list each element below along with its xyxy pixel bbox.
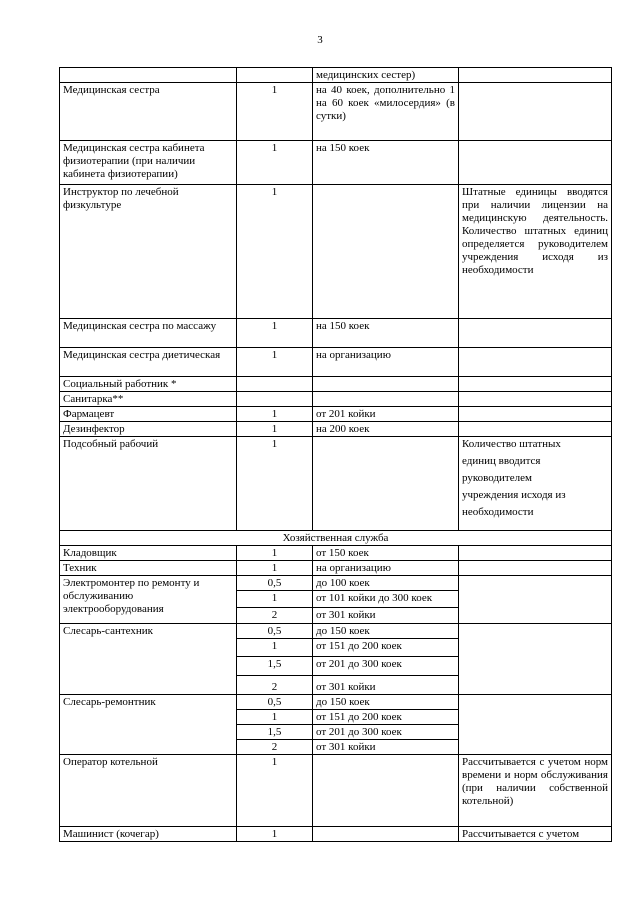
quantity-cell: 2 (237, 608, 313, 624)
quantity-cell: 1 (237, 639, 313, 657)
table-row (60, 319, 612, 348)
note-cell (459, 437, 612, 531)
table-row (60, 407, 612, 422)
norm-cell (313, 392, 459, 407)
norm-cell: до 100 коек (313, 576, 459, 591)
quantity-cell: 1 (237, 185, 313, 319)
quantity-cell: 1,5 (237, 657, 313, 676)
norm-cell: на организацию (313, 348, 459, 377)
note-cell (459, 422, 612, 437)
table-row (60, 392, 612, 407)
table-row (60, 422, 612, 437)
norm-cell: от 101 койки до 300 коек (313, 591, 459, 608)
table-row (60, 377, 612, 392)
quantity-cell: 1 (237, 141, 313, 185)
norm-cell: от 301 койки (313, 608, 459, 624)
note-cell (459, 546, 612, 561)
note-cell: Рассчитывается с учетом норм времени и норм обслуживания (при наличии собственной котельной) (459, 755, 612, 827)
table-row (60, 185, 612, 319)
norm-cell: от 301 койки (313, 676, 459, 695)
table-row (60, 83, 612, 141)
note-cell (459, 348, 612, 377)
position-cell: Оператор котельной (60, 755, 237, 827)
norm-cell (313, 827, 459, 842)
position-cell: Слесарь-сантехник (60, 624, 237, 695)
norm-cell: до 150 коек (313, 624, 459, 639)
note-cell (459, 695, 612, 755)
quantity-cell (237, 392, 313, 407)
norm-cell: на 200 коек (313, 422, 459, 437)
page-number: 3 (317, 34, 323, 46)
table-row (60, 437, 612, 531)
quantity-cell: 1 (237, 319, 313, 348)
position-cell: Санитарка** (60, 392, 237, 407)
table-row (60, 561, 612, 576)
note-cell: Рассчитывается с учетом (459, 827, 612, 842)
norm-cell: от 301 койки (313, 740, 459, 755)
note-cell (459, 576, 612, 624)
quantity-cell: 1 (237, 710, 313, 725)
note-cell (459, 68, 612, 83)
position-cell: Социальный работник * (60, 377, 237, 392)
note-line: руководителем (462, 472, 532, 484)
position-cell: Медицинская сестра кабинета физиотерапии (при наличии кабинета физиотерапии) (60, 141, 237, 185)
norm-cell: от 201 койки (313, 407, 459, 422)
section-header-row (60, 531, 612, 546)
quantity-cell: 0,5 (237, 695, 313, 710)
position-cell: Медицинская сестра (60, 83, 237, 141)
table-row (60, 695, 612, 710)
quantity-cell: 1 (237, 546, 313, 561)
position-cell: Фармацевт (60, 407, 237, 422)
note-cell (459, 392, 612, 407)
note-cell (459, 141, 612, 185)
norm-cell (313, 377, 459, 392)
table-row (60, 68, 612, 83)
note-line: Количество штатных (462, 438, 561, 450)
norm-cell: от 151 до 200 коек (313, 710, 459, 725)
table-row (60, 827, 612, 842)
staffing-table (59, 67, 612, 842)
position-cell: Инструктор по лечебной физкультуре (60, 185, 237, 319)
note-line: учреждения исходя из (462, 489, 566, 501)
position-cell: Медицинская сестра диетическая (60, 348, 237, 377)
quantity-cell: 1,5 (237, 725, 313, 740)
table-row (60, 348, 612, 377)
note-cell (459, 561, 612, 576)
norm-cell: до 150 коек (313, 695, 459, 710)
norm-cell: на 150 коек (313, 141, 459, 185)
quantity-cell: 1 (237, 755, 313, 827)
note-line: необходимости (462, 506, 534, 518)
quantity-cell: 1 (237, 422, 313, 437)
quantity-cell: 1 (237, 827, 313, 842)
norm-cell (313, 185, 459, 319)
norm-cell: на 40 коек, дополнительно 1 на 60 коек «милосердия» (в сутки) (313, 83, 459, 141)
table-row (60, 141, 612, 185)
position-cell: Слесарь-ремонтник (60, 695, 237, 755)
table-row (60, 755, 612, 827)
position-cell: Техник (60, 561, 237, 576)
table-row (60, 546, 612, 561)
note-cell (459, 83, 612, 141)
quantity-cell: 1 (237, 591, 313, 608)
position-cell: Кладовщик (60, 546, 237, 561)
quantity-cell: 1 (237, 407, 313, 422)
quantity-cell: 1 (237, 561, 313, 576)
norm-cell: на 150 коек (313, 319, 459, 348)
table-row (60, 576, 612, 591)
quantity-cell: 1 (237, 348, 313, 377)
norm-cell: от 201 до 300 коек (313, 725, 459, 740)
quantity-cell: 2 (237, 740, 313, 755)
note-line: единиц вводится (462, 455, 541, 467)
note-cell (459, 377, 612, 392)
norm-cell (313, 437, 459, 531)
quantity-cell (237, 377, 313, 392)
note-cell (459, 319, 612, 348)
position-cell: Машинист (кочегар) (60, 827, 237, 842)
quantity-cell (237, 68, 313, 83)
position-cell: Подсобный рабочий (60, 437, 237, 531)
position-cell: Дезинфектор (60, 422, 237, 437)
note-cell (459, 407, 612, 422)
quantity-cell: 0,5 (237, 624, 313, 639)
position-cell (60, 68, 237, 83)
norm-cell: от 201 до 300 коек (313, 657, 459, 676)
quantity-cell: 0,5 (237, 576, 313, 591)
table-row (60, 624, 612, 639)
note-cell (459, 624, 612, 695)
quantity-cell: 1 (237, 83, 313, 141)
norm-cell: от 150 коек (313, 546, 459, 561)
norm-cell (313, 755, 459, 827)
quantity-cell: 2 (237, 676, 313, 695)
norm-cell: на организацию (313, 561, 459, 576)
section-header: Хозяйственная служба (60, 531, 612, 546)
norm-cell: медицинских сестер) (313, 68, 459, 83)
note-cell: Штатные единицы вводятся при наличии лицензии на медицинскую деятельность. Количество штатных единиц определяется руководителем учреждения исходя из необходимости (459, 185, 612, 319)
quantity-cell: 1 (237, 437, 313, 531)
position-cell: Электромонтер по ремонту и обслуживанию электрооборудования (60, 576, 237, 624)
norm-cell: от 151 до 200 коек (313, 639, 459, 657)
position-cell: Медицинская сестра по массажу (60, 319, 237, 348)
